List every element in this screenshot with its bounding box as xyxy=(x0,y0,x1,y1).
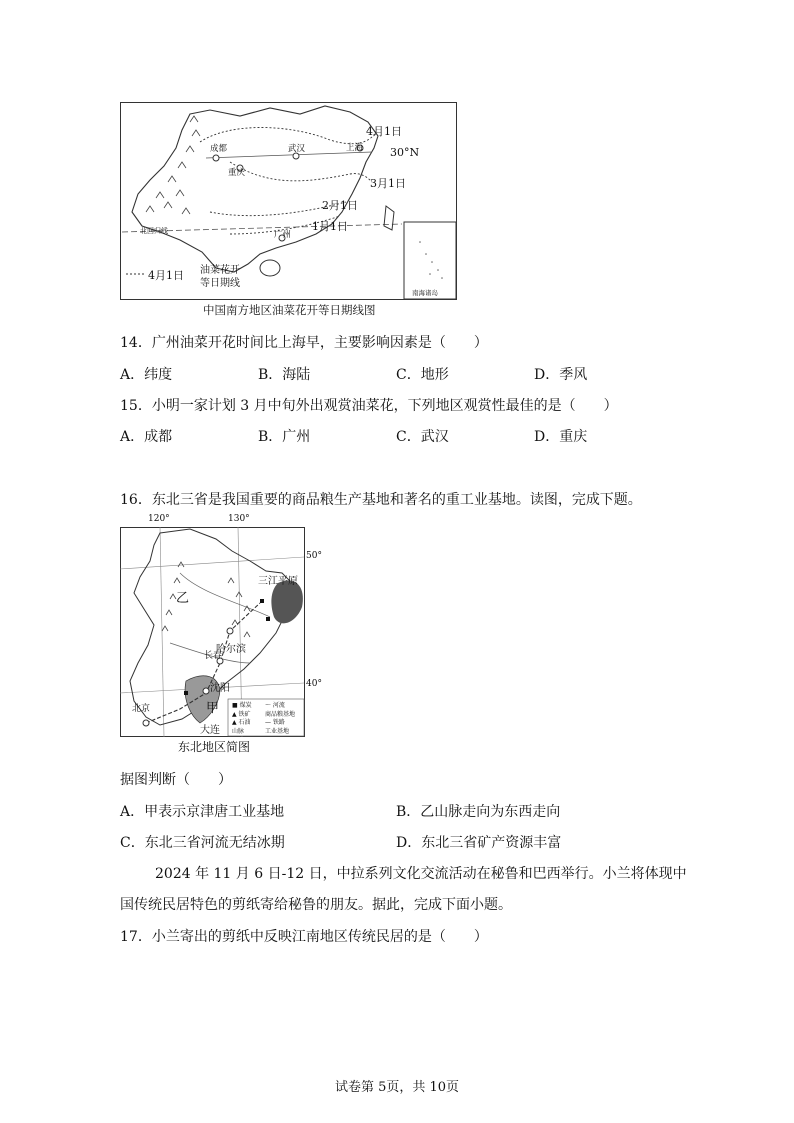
label-apr1: 4月1日 xyxy=(366,125,402,138)
label-mar1: 3月1日 xyxy=(370,177,406,190)
label-guangzhou: 广州 xyxy=(274,230,292,240)
q16-option-b[interactable]: B．乙山脉走向为东西走向 xyxy=(396,804,561,820)
label-shanghai: 上海 xyxy=(346,143,364,153)
page-footer: 试卷第 5页，共 10页 xyxy=(334,1080,460,1095)
label-harbin: 哈尔滨 xyxy=(216,644,246,655)
label-jia: 甲 xyxy=(206,701,220,716)
q14-option-c[interactable]: C．地形 xyxy=(396,367,449,383)
q15-option-d[interactable]: D．重庆 xyxy=(534,429,588,445)
q15-option-a[interactable]: A．成都 xyxy=(120,429,173,445)
label-wuhan: 武汉 xyxy=(288,144,306,154)
passage-line-1: 2024 年 11 月 6 日-12 日，中拉系列文化交流活动在秘鲁和巴西举行。小兰将体现中 xyxy=(155,866,687,882)
q14-option-b[interactable]: B．海陆 xyxy=(258,367,311,383)
q15-option-b[interactable]: B．广州 xyxy=(258,429,311,445)
legend-date: 4月1日 xyxy=(148,269,184,282)
q14-option-d[interactable]: D．季风 xyxy=(534,367,588,383)
label-120: 120° xyxy=(148,514,170,524)
label-tropic: 北回归线 xyxy=(140,227,168,235)
label-yi: 乙 xyxy=(176,591,190,606)
q16-option-c[interactable]: C．东北三省河流无结冰期 xyxy=(120,835,285,851)
q14-option-a[interactable]: A．纬度 xyxy=(120,367,173,383)
figure-northeast-map xyxy=(120,513,330,738)
q16-judge: 据图判断（ ） xyxy=(120,772,232,788)
passage-line-2: 国传统民居特色的剪纸寄给秘鲁的朋友。据此，完成下面小题。 xyxy=(120,897,512,913)
label-shenyang: 沈阳 xyxy=(210,683,230,694)
question-16-stem: 16．东北三省是我国重要的商品粮生产基地和著名的重工业基地。读图，完成下题。 xyxy=(120,492,642,508)
q15-option-c[interactable]: C．武汉 xyxy=(396,429,449,445)
question-14-stem: 14．广州油菜开花时间比上海早，主要影响因素是（ ） xyxy=(120,335,488,351)
label-130: 130° xyxy=(228,514,250,524)
label-feb1: 2月1日 xyxy=(322,199,358,212)
label-chongqing: 重庆 xyxy=(228,168,246,178)
label-dalian: 大连 xyxy=(200,725,220,736)
label-beijing: 北京 xyxy=(132,704,151,714)
legend-text1: 油菜花开 xyxy=(200,265,240,276)
legend-text2: 等日期线 xyxy=(200,278,240,289)
map2-legend: ■ 煤炭 〜 河流 ▲ 铁矿 商品粮基地 ▲ 石油 — 铁路 山脉 工业基地 xyxy=(232,702,296,735)
label-chengdu: 成都 xyxy=(210,144,228,154)
question-17-stem: 17．小兰寄出的剪纸中反映江南地区传统民居的是（ ） xyxy=(120,929,488,945)
q16-option-a[interactable]: A．甲表示京津唐工业基地 xyxy=(120,804,285,820)
label-50: 50° xyxy=(306,551,322,561)
label-sanjiang: 三江平原 xyxy=(258,576,298,587)
map1-caption: 中国南方地区油菜花开等日期线图 xyxy=(203,303,376,317)
label-jan1: 1月1日 xyxy=(312,220,348,233)
label-40: 40° xyxy=(306,679,322,689)
question-15-stem: 15．小明一家计划 3 月中旬外出观赏油菜花，下列地区观赏性最佳的是（ ） xyxy=(120,398,618,414)
label-30n: 30°N xyxy=(390,146,420,159)
label-changchun: 长春 xyxy=(204,651,223,661)
label-inset: 南海诸岛 xyxy=(412,289,438,297)
map2-caption: 东北地区简图 xyxy=(178,740,251,754)
q16-option-d[interactable]: D．东北三省矿产资源丰富 xyxy=(396,835,562,851)
figure-rapeseed-map xyxy=(120,102,457,300)
